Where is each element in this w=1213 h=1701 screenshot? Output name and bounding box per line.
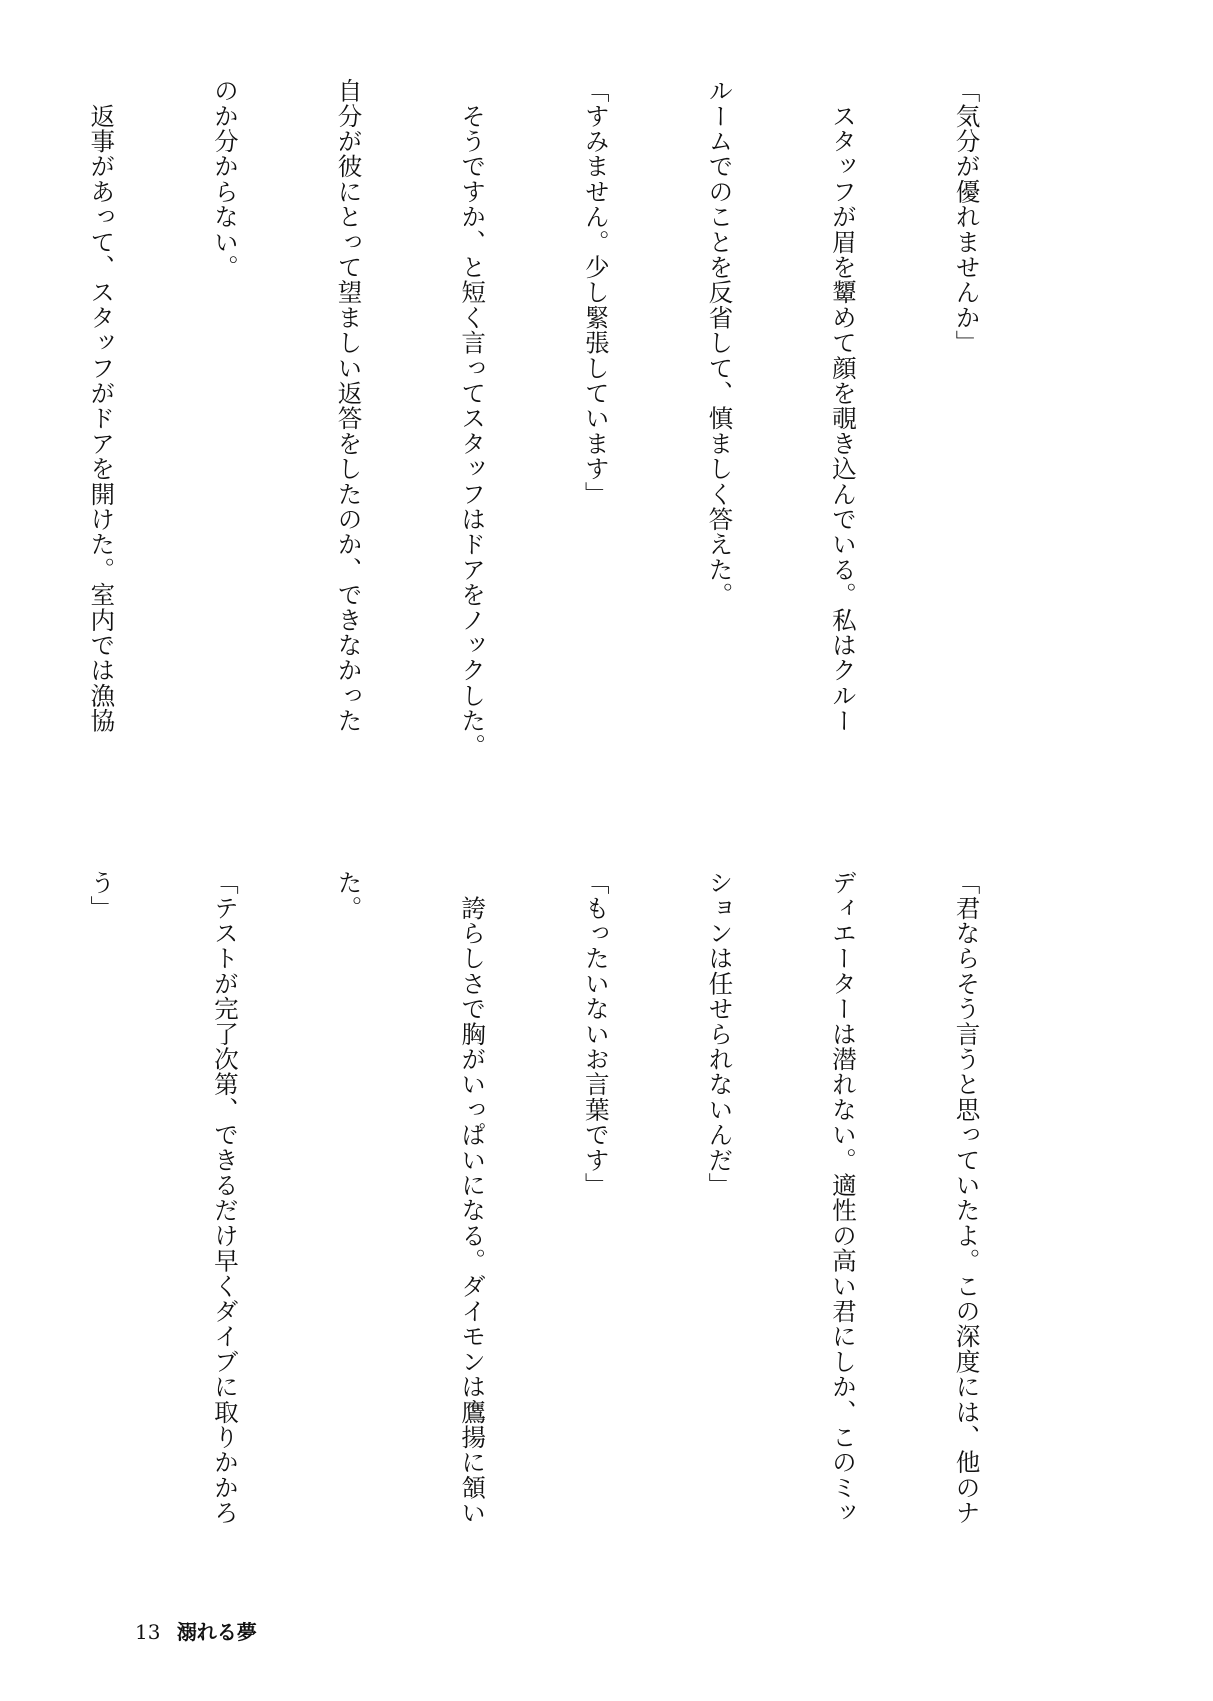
upper-text-block	[0, 78, 1070, 798]
lower-text-block	[0, 870, 1070, 1590]
text-line: 「君ならそう言うと思っていたよ。この深度には、他のナ	[952, 870, 982, 1526]
text-line: 誇らしさで胸がいっぱいになる。ダイモンは鷹揚に頷い	[458, 870, 488, 1526]
text-line: 自分が彼にとって望ましい返答をしたのか、できなかった	[334, 78, 364, 734]
text-line: う」	[87, 870, 117, 921]
text-line: 「すみません。少し緊張しています」	[581, 78, 611, 507]
page-number: 13	[135, 1620, 161, 1644]
text-line: 「もったいないお言葉です」	[581, 870, 611, 1198]
text-line: ルームでのことを反省して、慎ましく答えた。	[705, 78, 735, 608]
text-line: た。	[334, 870, 364, 921]
text-line: そうですか、と短く言ってスタッフはドアをノックした。	[458, 78, 488, 759]
text-line: ディエーターは潜れない。適性の高い君にしか、このミッ	[828, 870, 858, 1526]
text-line: のか分からない。	[210, 78, 240, 280]
text-line: 返事があって、スタッフがドアを開けた。室内では漁協	[87, 78, 117, 734]
text-line: 「テストが完了次第、できるだけ早くダイブに取りかかろ	[210, 870, 240, 1526]
text-line: スタッフが眉を顰めて顔を覗き込んでいる。私はクルー	[828, 78, 858, 734]
text-line: ションは任せられないんだ」	[705, 870, 735, 1198]
page-footer	[135, 1620, 257, 1644]
text-line: 「気分が優れませんか」	[952, 78, 982, 356]
running-title: 溺れる夢	[176, 1620, 257, 1644]
